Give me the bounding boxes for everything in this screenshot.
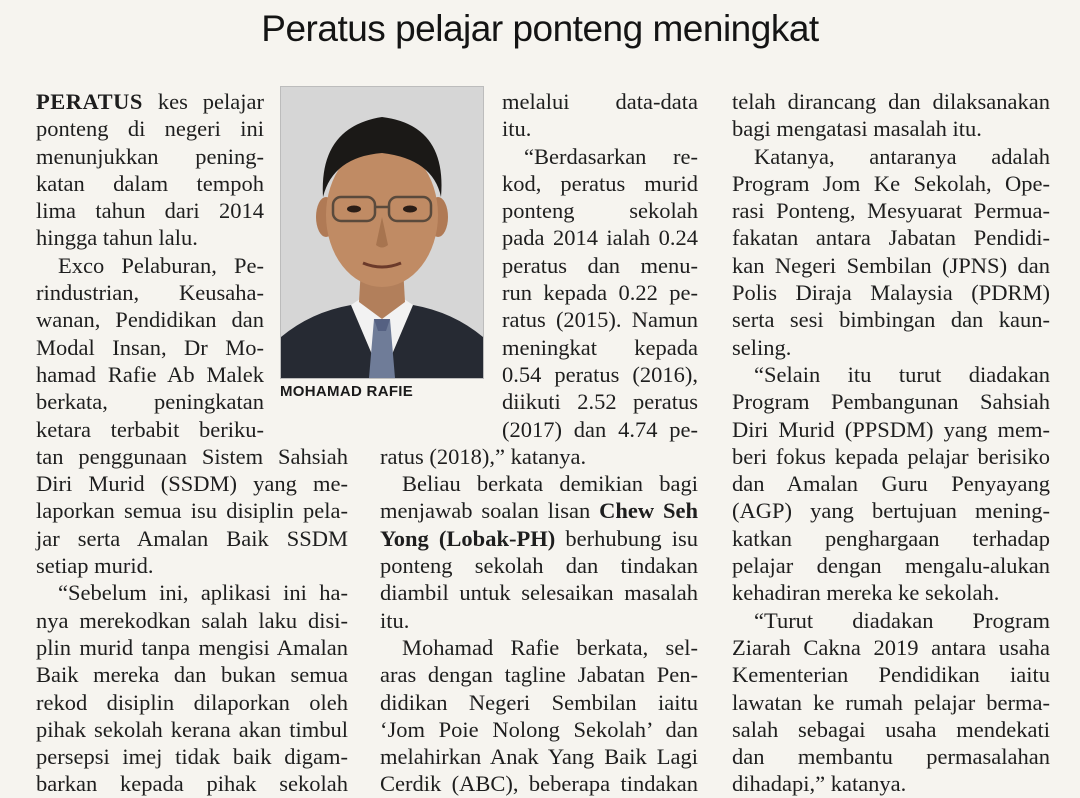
article-line: jar serta Amalan Baik SSDM [36,525,348,551]
column-3 [732,88,1050,798]
article-line: meningkat kepada [502,334,698,360]
article-line: Program Pembangunan Sahsiah [732,389,1050,415]
article-line: ‘Jom Poie Nolong Sekolah’ dan [380,716,698,742]
article-line: serta sesi bimbingan dan kaun- [732,307,1050,333]
article-line: Modal Insan, Dr Mo- [36,334,264,360]
article-line: menunjukkan pening- [36,143,264,169]
article-line: fakatan antara Jabatan Pendidi- [732,225,1050,251]
article-line: Exco Pelaburan, Pe- [58,252,264,278]
article-line: kehadiran mereka ke sekolah. [732,580,1000,606]
article-line: (2017) dan 4.74 pe- [502,416,698,442]
article-line: (AGP) yang bertujuan mening- [732,498,1050,524]
article-line: Polis Diraja Malaysia (PDRM) [732,280,1050,306]
article-line: melalui data-data [502,89,698,114]
article-line: katan dalam tempoh [36,170,264,196]
article-line: Kementerian Pendidikan iaitu [732,662,1050,688]
article-line: itu. [380,607,410,633]
article-line: Yong (Lobak-PH) berhubung isu [380,525,698,551]
article-line: run kepada 0.22 pe- [502,280,698,306]
article-line: pada 2014 ialah 0.24 [502,225,698,251]
article-line: plin murid tanpa mengisi Amalan [36,634,348,660]
photo-caption: MOHAMAD RAFIE [280,383,414,400]
column-2 [380,88,698,798]
article-line: hamad Rafie Ab Malek [36,361,264,387]
article-line: Diri Murid (SSDM) yang me- [36,471,348,497]
article-line: hingga tahun lalu. [36,225,198,251]
article-line: dihadapi,” katanya. [732,771,907,797]
article-line: beri fokus kepada pelajar berisiko [732,443,1050,469]
article-line: ratus (2018),” katanya. [380,443,587,469]
article-line: nya merekodkan salah laku disi- [36,607,348,633]
article-line: Katanya, antaranya adalah [754,143,1050,169]
article-line: “Selain itu turut diadakan [754,361,1050,387]
article-line: aras dengan tagline Jabatan Pen- [380,662,698,688]
article-line: diikuti 2.52 peratus [502,389,698,415]
article-line: dan Amalan Guru Penyayang [732,471,1050,497]
article-line: lima tahun dari 2014 [36,198,264,224]
article-line: salah sebagai usaha mendekati [732,716,1050,742]
article-line: Baik mereka dan bukan semua [36,662,348,688]
article-line: wanan, Pendidikan dan [36,307,264,333]
article-line: dan membantu permasalahan [732,744,1050,770]
article-line: itu. [502,116,532,142]
article-line: berkata, peningkatan [36,389,264,415]
article-line: ratus (2015). Namun [502,307,698,333]
article-line: bagi mengatasi masalah itu. [732,116,982,142]
article-line: ponteng di negeri ini [36,116,264,142]
article-line: persepsi imej tidak baik digam- [36,744,348,770]
article-line: rekod disiplin dilaporkan oleh [36,689,348,715]
bold-name: Chew Seh [599,498,699,524]
article-line: “Turut diadakan Program [754,607,1050,633]
article-line: seling. [732,334,792,360]
article-line: kan Negeri Sembilan (JPNS) dan [732,252,1050,278]
article-line: telah dirancang dan dilaksanakan [732,89,1050,114]
article-line: ponteng sekolah [502,198,698,224]
article-line: kod, peratus murid [502,170,698,196]
article-line: Cerdik (ABC), beberapa tindakan [380,771,698,797]
article-line: pihak sekolah kerana akan timbul [36,716,348,742]
lead-word: PERATUS [36,89,143,114]
article-line: barkan kepada pihak sekolah [36,771,348,797]
article-line: Diri Murid (PPSDM) yang mem- [732,416,1050,442]
article-line: rasi Ponteng, Mesyuarat Permua- [732,198,1050,224]
article-line: Beliau berkata demikian bagi [402,471,698,497]
article-line: diambil untuk selesaikan masalah [380,580,698,606]
article-line: Ziarah Cakna 2019 antara usaha [732,634,1050,660]
article-line: katkan penghargaan terhadap [732,525,1050,551]
article-line: peratus dan menu- [502,252,698,278]
article-line: ponteng sekolah dan tindakan [380,553,698,579]
article-line: tan penggunaan Sistem Sahsiah [36,443,348,469]
article-line: “Berdasarkan re- [524,143,698,169]
article-line: ketara terbabit beriku- [36,416,264,442]
article-line: melahirkan Anak Yang Baik Lagi [380,744,698,770]
article-line: lawatan ke rumah pelajar berma- [732,689,1050,715]
article-line: “Sebelum ini, aplikasi ini ha- [58,580,348,606]
article-line: laporkan semua isu disiplin pela- [36,498,348,524]
article-line: rindustrian, Keusaha- [36,280,264,306]
headline: Peratus pelajar ponteng meningkat [261,8,819,49]
article-line: menjawab soalan lisan Chew Seh [380,498,699,524]
article-line: PERATUS kes pelajar [36,89,264,114]
bold-name: Yong (Lobak-PH) [380,525,556,551]
article-line: Mohamad Rafie berkata, sel- [402,634,698,660]
article-line: pelajar dengan mengalu-alukan [732,553,1050,579]
article-line: setiap murid. [36,553,154,579]
article-line: didikan Negeri Sembilan iaitu [380,689,698,715]
article-line: Program Jom Ke Sekolah, Ope- [732,170,1050,196]
article-line: 0.54 peratus (2016), [502,361,698,387]
